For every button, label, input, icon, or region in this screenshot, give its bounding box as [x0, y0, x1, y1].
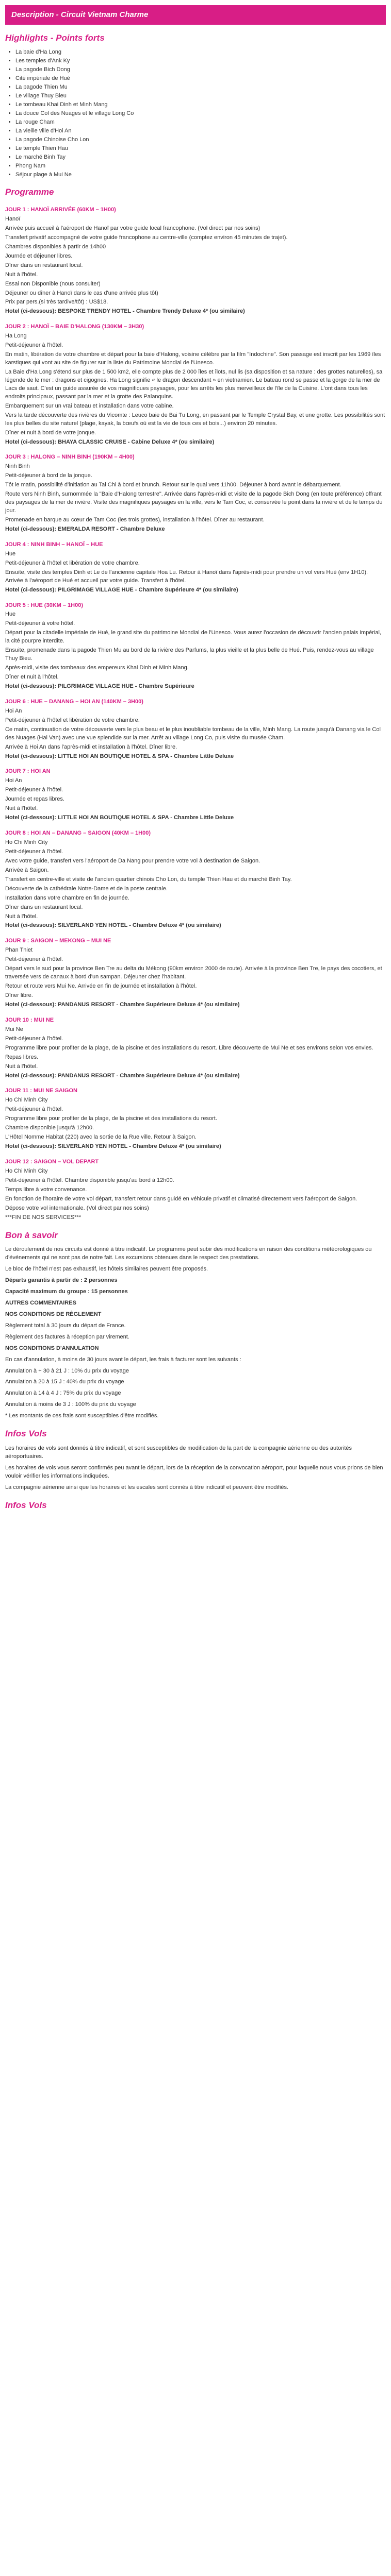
day-line: Repas libres.: [5, 1054, 39, 1060]
day-line: Dîner dans un restaurant local.: [5, 904, 83, 910]
bon-a-savoir-paragraph: NOS CONDITIONS DE RÈGLEMENT: [5, 1311, 102, 1317]
day-line: Essai non Disponible (nous consulter): [5, 280, 101, 287]
day-line: Déjeuner ou dîner à Hanoï dans le cas d'une arrivée plus tôt): [5, 290, 158, 296]
day-line: Installation dans votre chambre en fin de journée.: [5, 894, 129, 901]
day-line: Nuit à l'hôtel.: [5, 913, 38, 920]
day-block: [5, 768, 386, 822]
highlight-item: • Cité impériale de Hué: [15, 75, 386, 83]
day-line: Hotel (ci-dessous): SILVERLAND YEN HOTEL - Chambre Deluxe 4* (ou similaire): [5, 922, 221, 929]
day-line: Découverte de la cathédrale Notre-Dame et de la poste centrale.: [5, 885, 168, 892]
infos-vols-title: Infos Vols: [5, 1429, 47, 1439]
highlight-item: • La vieille ville d'Hoi An: [15, 127, 386, 135]
bon-a-savoir-paragraph: Annulation à 14 à 4 J : 75% du prix du voyage: [5, 1390, 121, 1397]
day-line: Transfert privatif accompagné de votre guide francophone au centre-ville (comptez environ 45 minutes de trajet).: [5, 234, 288, 241]
day-title: JOUR 6 : HUE – DANANG – HOI AN (140KM – 3H00): [5, 698, 143, 705]
infos-vols-block: [5, 1445, 386, 1492]
infos-vols-title-2: Infos Vols: [5, 1500, 47, 1510]
bon-a-savoir-paragraph: Règlement total à 30 jours du départ de France.: [5, 1322, 126, 1329]
day-title: JOUR 7 : HOI AN: [5, 768, 51, 775]
bon-a-savoir-paragraph: Départs garantis à partir de : 2 personnes: [5, 1277, 118, 1284]
day-line: Petit-déjeuner à l'hôtel.: [5, 342, 63, 349]
highlight-item: • Les temples d'Ank Ky: [15, 57, 386, 65]
day-line: Hotel (ci-dessous): LITTLE HOI AN BOUTIQUE HOTEL & SPA - Chambre Little Deluxe: [5, 753, 234, 759]
day-line: Hotel (ci-dessous): PANDANUS RESORT - Chambre Supérieure Deluxe 4* (ou similaire): [5, 1001, 240, 1008]
day-title: JOUR 12 : SAIGON – VOL DEPART: [5, 1159, 99, 1165]
day-title: JOUR 8 : HOI AN – DANANG – SAIGON (40KM – 1H00): [5, 830, 151, 837]
day-line: Hue: [5, 550, 16, 557]
day-line: Mui Ne: [5, 1026, 23, 1032]
highlights-title: Highlights - Points forts: [5, 32, 105, 43]
bon-a-savoir-paragraph: Annulation à moins de 3 J : 100% du prix du voyage: [5, 1401, 136, 1408]
program-title: Programme: [5, 187, 54, 197]
program-days: [5, 206, 386, 1222]
day-line: Hotel (ci-dessous): SILVERLAND YEN HOTEL - Chambre Deluxe 4* (ou similaire): [5, 1143, 221, 1150]
day-block: [5, 541, 386, 595]
bon-a-savoir-paragraph: NOS CONDITIONS D'ANNULATION: [5, 1345, 99, 1351]
day-block: [5, 453, 386, 533]
day-line: Retour et route vers Mui Ne. Arrivée en fin de journée et installation à l'hôtel.: [5, 983, 197, 990]
page-title-banner: Description - Circuit Vietnam Charme: [5, 5, 386, 25]
day-block: [5, 323, 386, 446]
day-line: Ha Long: [5, 333, 27, 340]
bon-a-savoir-paragraph: AUTRES COMMENTAIRES: [5, 1299, 76, 1306]
day-line: Hotel (ci-dessous): PANDANUS RESORT - Chambre Supérieure Deluxe 4* (ou similaire): [5, 1072, 240, 1079]
day-line: Tôt le matin, possibilité d'initiation au Tai Chi à bord et brunch. Retour sur le quai vers 11h00. Déjeuner à bord avant le débarquement.: [5, 482, 341, 488]
infos-vols-paragraph: La compagnie aérienne ainsi que les horaires et les escales sont donnés à titre indicatif et peuvent être modifiés.: [5, 1484, 289, 1490]
day-line: Hoi An: [5, 777, 22, 784]
day-line: Chambres disponibles à partir de 14h00: [5, 243, 106, 250]
day-line: Ho Chi Minh City: [5, 1097, 48, 1104]
day-line: La Baie d'Ha Long s'étend sur plus de 1 500 km2, elle compte plus de 2 000 îles et îlots, nul lis (sa disposition et sa nature : des grottes naturelles), sa légende de le mer : dragons et cigognes. Ha Long signifie « le dragon descendant » en vietnamien. Le bateau rond se passe et la gorge de la mer de Lacs de saut. C'est un guide assurée de vos magnifiques paysages, pour les arrêts les plus merveilleux de l'île de la Cuisine. L'ont dans tous les endroits principaux, passant par la mer et la grotte des Palanquins.: [5, 369, 383, 400]
day-line: Petit-déjeuner à l'hôtel.: [5, 848, 63, 855]
day-line: Hotel (ci-dessous): PILGRIMAGE VILLAGE HUE - Chambre Supérieure: [5, 683, 194, 689]
day-line: Ninh Binh: [5, 463, 30, 470]
bon-a-savoir-paragraph: Règlement des factures à réception par virement.: [5, 1333, 129, 1340]
day-block: [5, 829, 386, 930]
day-line: Dépose votre vol internationale. (Vol direct par nos soins): [5, 1205, 149, 1211]
day-line: Nuit à l'hôtel.: [5, 805, 38, 812]
highlight-item: • Le tombeau Khai Dinh et Minh Mang: [15, 101, 386, 109]
day-line: En matin, libération de votre chambre et départ pour la baie d'Halong, voisine célèbre par la film "Indochine". Son passage est inscrit par les 1969 îles karstiques qui vont au site de figurer sur la liste du Patrimoine Mondial de l'Unesco.: [5, 351, 381, 366]
day-line: Ho Chi Minh City: [5, 839, 48, 846]
bon-a-savoir-paragraph: Annulation à + 30 à 21 J : 10% du prix du voyage: [5, 1367, 129, 1374]
highlight-item: • Le temple Thien Hau: [15, 145, 386, 153]
highlight-item: • La douce Col des Nuages et le village Long Co: [15, 110, 386, 118]
day-line: Petit-déjeuner à l'hôtel.: [5, 1035, 63, 1042]
day-line: Transfert en centre-ville et visite de l'ancien quartier chinois Cho Lon, du temple Thien Hau et du marché Binh Tay.: [5, 876, 292, 883]
day-line: Hotel (ci-dessous): EMERALDA RESORT - Chambre Deluxe: [5, 526, 165, 532]
day-title: JOUR 1 : HANOÏ ARRIVÉE (60KM – 1H00): [5, 207, 116, 213]
bon-a-savoir-block: [5, 1246, 386, 1420]
day-line: Après-midi, visite des tombeaux des empereurs Khai Dinh et Minh Mang.: [5, 665, 189, 671]
day-line: Hotel (ci-dessous): BHAYA CLASSIC CRUISE - Cabine Deluxe 4* (ou similaire): [5, 438, 215, 445]
highlight-item: • La pagode Chinoise Cho Lon: [15, 136, 386, 144]
day-title: JOUR 11 : MUI NE SAIGON: [5, 1088, 77, 1094]
highlight-item: • Phong Nam: [15, 162, 386, 171]
highlight-item: • Le village Thuy Bieu: [15, 92, 386, 100]
day-line: Ho Chi Minh City: [5, 1167, 48, 1174]
highlights-list: [5, 48, 386, 179]
day-line: Petit-déjeuner à l'hôtel.: [5, 1106, 63, 1113]
day-line: Dîner et nuit à bord de votre jonque.: [5, 429, 96, 436]
day-line: Nuit à l'hôtel.: [5, 1063, 38, 1070]
day-line: Petit-déjeuner à votre hôtel.: [5, 620, 75, 627]
day-line: Dîner dans un restaurant local.: [5, 262, 83, 268]
bon-a-savoir-paragraph: En cas d'annulation, à moins de 30 jours avant le départ, les frais à facturer sont les suivants :: [5, 1356, 241, 1363]
bon-a-savoir-paragraph: Capacité maximum du groupe : 15 personnes: [5, 1288, 128, 1295]
day-line: Petit-déjeuner à l'hôtel et libération de votre chambre.: [5, 560, 140, 566]
bon-a-savoir-paragraph: Le déroulement de nos circuits est donné à titre indicatif. Le programme peut subir des modifications en raison des conditions météorologiques ou d'événements qui ne sont pas de notre fait. Les excursions obtenues dans le respect des prestations.: [5, 1246, 372, 1261]
day-line: Hotel (ci-dessous): PILGRIMAGE VILLAGE HUE - Chambre Supérieure 4* (ou similaire): [5, 586, 238, 593]
day-line: ***FIN DE NOS SERVICES***: [5, 1214, 82, 1221]
day-line: Arrivée puis accueil à l'aéroport de Hanoï par votre guide local francophone. (Vol direct par nos soins): [5, 225, 260, 231]
day-line: Petit-déjeuner à l'hôtel.: [5, 787, 63, 793]
bon-a-savoir-paragraph: * Les montants de ces frais sont susceptibles d'être modifiés.: [5, 1413, 159, 1419]
day-line: En fonction de l'horaire de votre vol départ, transfert retour dans guidé en véhicule privatif et climatisé directement vers l'aéroport de Saigon.: [5, 1195, 357, 1202]
day-line: L'Hôtel Nomme Habitat (220) avec la sortie de la Rue ville. Retour à Saigon.: [5, 1134, 197, 1141]
day-block: [5, 602, 386, 691]
day-line: Nuit à l'hôtel.: [5, 271, 38, 278]
day-line: Petit-déjeuner à l'hôtel.: [5, 956, 63, 963]
day-block: [5, 937, 386, 1009]
day-line: Chambre disponible jusqu'à 12h00.: [5, 1125, 94, 1131]
day-line: Hotel (ci-dessous): BESPOKE TRENDY HOTEL - Chambre Trendy Deluxe 4* (ou similaire): [5, 308, 245, 315]
bon-a-savoir-title: Bon à savoir: [5, 1230, 58, 1240]
day-line: Promenade en barque au cœur de Tam Coc (les trois grottes), installation à l'hôtel. Dîner au restaurant.: [5, 517, 265, 523]
day-line: Départ vers le sud pour la province Ben Tre au delta du Mékong (90km environ 2000 de route). Arrivée à la province Ben Tre, le pays des cocotiers, et traversée vers de canaux à bord d'un sampan. Déjeuner chez l'habitant.: [5, 965, 382, 980]
day-line: Programme libre pour profiter de la plage, de la piscine et des installations du resort.: [5, 1115, 217, 1122]
day-line: Journée et déjeuner libres.: [5, 252, 73, 259]
highlight-item: • La rouge Cham: [15, 118, 386, 127]
day-line: Embarquement sur un vrai bateau et installation dans votre cabine.: [5, 402, 174, 409]
day-line: Route vers Ninh Binh, surnommée la "Baie d'Halong terrestre". Arrivée dans l'après-midi et visite de la pagode Bich Dong (en toute préférence) offrant des paysages de la mer de rivière. Visite des magnifiques paysages en la ville, vers le Tam Coc, et conservée le point dans la rivière et de le temps du jour.: [5, 491, 383, 514]
day-title: JOUR 4 : NINH BINH – HANOÏ – HUE: [5, 541, 103, 548]
day-line: Programme libre pour profiter de la plage, de la piscine et des installations du resort. Libre découverte de Mui Ne et ses environs selon vos envies.: [5, 1044, 373, 1051]
day-block: [5, 698, 386, 761]
infos-vols-paragraph: Les horaires de vols vous seront confirmés peu avant le départ, lors de la réception de la convocation aéroport, pour laquelle nous vous prions de bien vouloir vérifier les informations indiquées.: [5, 1464, 383, 1479]
day-line: Hotel (ci-dessous): LITTLE HOI AN BOUTIQUE HOTEL & SPA - Chambre Little Deluxe: [5, 815, 234, 821]
day-block: [5, 1087, 386, 1151]
page: [0, 5, 391, 1526]
day-line: Phan Thiet: [5, 947, 33, 954]
day-line: Avec votre guide, transfert vers l'aéroport de Da Nang pour prendre votre vol à destination de Saigon.: [5, 857, 260, 864]
day-title: JOUR 5 : HUE (30KM – 1H00): [5, 602, 83, 608]
day-line: Dîner et nuit à l'hôtel.: [5, 674, 59, 681]
day-line: Temps libre à votre convenance.: [5, 1186, 87, 1193]
highlight-item: • Séjour plage à Mui Ne: [15, 171, 386, 179]
day-line: Arrivée à Saigon.: [5, 867, 49, 873]
day-line: Petit-déjeuner à bord de la jonque.: [5, 472, 92, 479]
highlight-item: • La pagode Thien Mu: [15, 83, 386, 92]
day-line: Arrivée à Hoi An dans l'après-midi et installation à l'hôtel. Dîner libre.: [5, 743, 177, 750]
day-title: JOUR 9 : SAIGON – MEKONG – MUI NE: [5, 938, 111, 944]
bon-a-savoir-paragraph: Le bloc de l'hôtel n'est pas exhaustif, les hôtels similaires peuvent être proposés.: [5, 1266, 208, 1273]
highlight-item: • Le marché Binh Tay: [15, 154, 386, 162]
bon-a-savoir-paragraph: Annulation à 20 à 15 J : 40% du prix du voyage: [5, 1379, 124, 1385]
day-line: Ensuite, promenade dans la pagode Thien Mu au bord de la rivière des Parfums, la plus vieille et la plus belle de Hué. Puis, rendez-vous au village Thuy Bieu.: [5, 647, 374, 662]
day-line: Petit-déjeuner à l'hôtel et libération de votre chambre.: [5, 717, 140, 723]
day-line: Départ pour la citadelle impériale de Hué, le grand site du patrimoine Mondial de l'Unesco. Vous aurez l'occasion de découvrir l'ancien palais impérial, la cité pourpre interdite.: [5, 630, 382, 645]
day-line: Journée et repas libres.: [5, 796, 64, 803]
day-block: [5, 1016, 386, 1080]
day-line: Hue: [5, 611, 16, 618]
day-title: JOUR 10 : MUI NE: [5, 1016, 54, 1023]
infos-vols-paragraph: Les horaires de vols sont donnés à titre indicatif, et sont susceptibles de modification de la part de la compagnie aérienne ou des autorités aéroportuaires.: [5, 1445, 352, 1460]
day-line: Petit-déjeuner à l'hôtel. Chambre disponible jusqu'au bord à 12h00.: [5, 1177, 174, 1183]
day-line: Hanoï: [5, 216, 21, 223]
day-line: Ensuite, visite des temples Dinh et Le de l'ancienne capitale Hoa Lu. Retour à Hanoï dans l'après-midi pour prendre un vol vers Hué (env 1H10). Arrivée à l'aéroport de Hué et accueil par votre guide. Transfert à l'hôtel.: [5, 569, 368, 584]
highlight-item: • La baie d'Ha Long: [15, 48, 386, 57]
day-line: Ce matin, continuation de votre découverte vers le plus beau et le plus inoubliable tombeau de la ville, Minh Mang. La route jusqu'à Danang via le Col des Nuages (Hai Van) avec une vue splendide sur la mer. Arrêt au village Long Co, puis visite du musée Cham.: [5, 726, 381, 741]
day-block: [5, 1158, 386, 1222]
day-line: Vers la tarde découverte des rivières du Vicomte : Leuco baie de Bai Tu Long, en passant par le Temple Crystal Bay, et une grotte. Les possibilités sont les plus belles du site naturel (plage, kayak, la bœufs où est la vie de tous ces et bois...) environ 20 minutes.: [5, 412, 385, 427]
day-title: JOUR 2 : HANOÏ – BAIE D'HALONG (130KM – 3H30): [5, 324, 144, 330]
day-line: Prix par pers.(si très tardive/tôt) : US$18.: [5, 299, 108, 306]
day-title: JOUR 3 : HALONG – NINH BINH (190KM – 4H00): [5, 454, 135, 461]
highlight-item: • La pagode Bich Dong: [15, 66, 386, 74]
day-block: [5, 206, 386, 316]
day-line: Hoi An: [5, 707, 22, 714]
day-line: Dîner libre.: [5, 992, 33, 999]
